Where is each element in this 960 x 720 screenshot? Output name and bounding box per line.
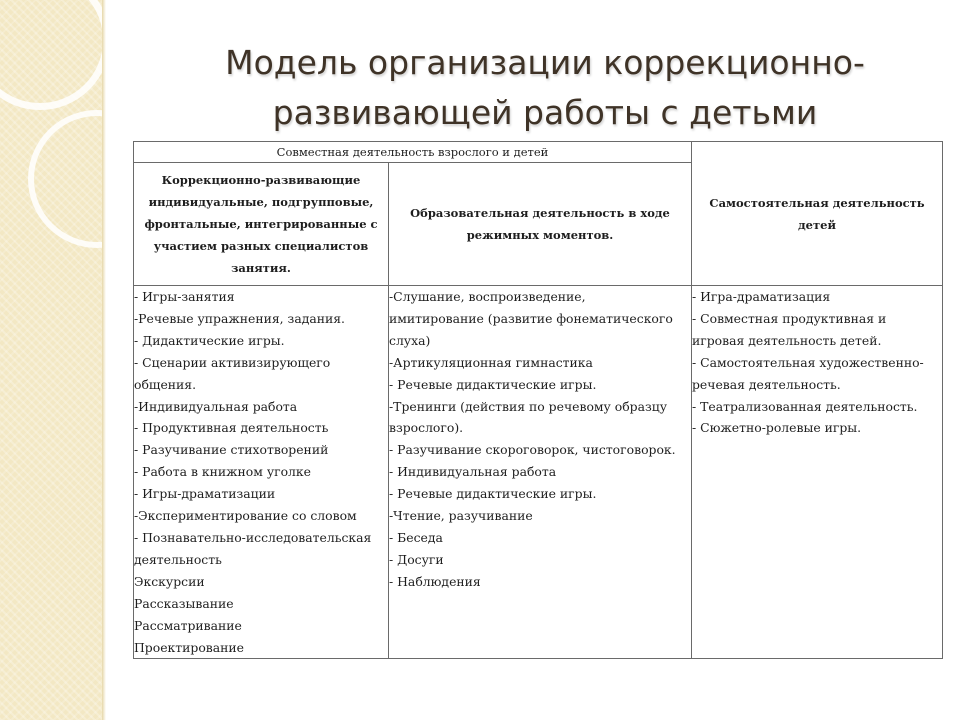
independent-activity-list	[692, 286, 943, 659]
list-item: -Речевые упражнения, задания.	[134, 310, 345, 326]
model-table	[133, 141, 943, 659]
list-item: взрослого).	[389, 420, 464, 436]
slide-title-line-2: развивающей работы с детьми	[272, 93, 818, 132]
list-item: Рассматривание	[134, 617, 242, 633]
list-item: - Продуктивная деятельность	[134, 420, 329, 436]
list-item: Экскурсии	[134, 573, 205, 589]
list-item: -Индивидуальная работа	[134, 398, 298, 414]
list-item: - Совместная продуктивная и	[692, 310, 887, 326]
list-item: - Речевые дидактические игры.	[389, 486, 597, 502]
list-item: -Экспериментирование со словом	[134, 508, 357, 524]
correctional-classes-list	[134, 286, 389, 659]
list-item: - Работа в книжном уголке	[134, 464, 312, 480]
decorative-strip-edge	[102, 0, 106, 720]
decorative-ring-middle	[28, 110, 106, 248]
list-item: -Чтение, разучивание	[389, 508, 533, 524]
slide-title-line-1: Модель организации коррекционно-	[225, 43, 865, 82]
list-item: - Дидактические игры.	[134, 332, 285, 348]
list-item: - Познавательно-исследовательская	[134, 529, 372, 545]
slide-title	[150, 38, 940, 138]
list-item: - Сценарии активизирующего	[134, 354, 331, 370]
independent-activity-header: Самостоятельная деятельность детей	[692, 142, 943, 286]
decorative-ring-top	[0, 0, 106, 110]
list-item: - Самостоятельная художественно-	[692, 354, 924, 370]
list-item: - Сюжетно-ролевые игры.	[692, 420, 862, 436]
decorative-left-strip	[0, 0, 106, 720]
routine-activity-list	[389, 286, 692, 659]
list-item: -Артикуляционная гимнастика	[389, 354, 593, 370]
routine-activity-header: Образовательная деятельность в ходе режимных моментов.	[389, 163, 692, 286]
list-item: речевая деятельность.	[692, 376, 841, 392]
list-item: - Разучивание скороговорок, чистоговорок.	[389, 442, 676, 458]
list-item: игровая деятельность детей.	[692, 332, 882, 348]
list-item: - Наблюдения	[389, 573, 481, 589]
list-item: - Игра-драматизация	[692, 289, 831, 304]
list-item: -Слушание, воспроизведение,	[389, 289, 586, 304]
list-item: слуха)	[389, 332, 431, 348]
list-item: имитирование (развитие фонематического	[389, 310, 673, 326]
list-item: общения.	[134, 376, 197, 392]
list-item: - Беседа	[389, 529, 443, 545]
list-item: - Индивидуальная работа	[389, 464, 557, 480]
list-item: Проектирование	[134, 639, 244, 655]
joint-activity-header: Совместная деятельность взрослого и детей	[134, 142, 692, 163]
list-item: - Игры-драматизации	[134, 486, 276, 502]
list-item: -Тренинги (действия по речевому образцу	[389, 398, 668, 414]
list-item: Рассказывание	[134, 595, 234, 611]
list-item: - Разучивание стихотворений	[134, 442, 329, 458]
list-item: - Досуги	[389, 551, 444, 567]
list-item: деятельность	[134, 551, 222, 567]
correctional-classes-header: Коррекционно-развивающие индивидуальные, подгрупповые, фронтальные, интегрированные с участием разных специалистов занятия.	[134, 163, 389, 286]
list-item: - Речевые дидактические игры.	[389, 376, 597, 392]
list-item: - Театрализованная деятельность.	[692, 398, 918, 414]
list-item: - Игры-занятия	[134, 289, 235, 304]
